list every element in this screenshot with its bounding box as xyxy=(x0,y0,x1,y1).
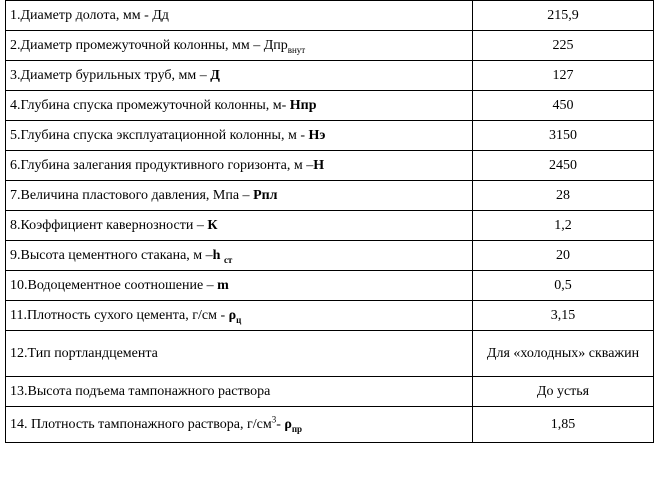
param-value: 28 xyxy=(473,181,654,211)
param-value: 0,5 xyxy=(473,271,654,301)
parameters-table xyxy=(5,0,654,443)
param-label-text: 6.Глубина залегания продуктивного горизонта, м – xyxy=(10,157,314,173)
param-label-text: 3.Диаметр бурильных труб, мм – xyxy=(10,67,211,83)
table-row xyxy=(6,31,654,61)
param-value: Для «холодных» скважин xyxy=(473,331,654,377)
param-symbol: Д xyxy=(210,67,220,83)
table-row xyxy=(6,331,654,377)
param-value: 1,85 xyxy=(473,407,654,443)
param-label xyxy=(6,31,473,61)
param-value: 225 xyxy=(473,31,654,61)
param-label xyxy=(6,61,473,91)
param-label-text: 8.Коэффициент кавернозности – xyxy=(10,217,208,233)
param-label xyxy=(6,407,473,443)
param-value: До устья xyxy=(473,377,654,407)
param-value: 127 xyxy=(473,61,654,91)
param-symbol: ρ xyxy=(228,307,237,323)
param-label-text: 11.Плотность сухого цемента, г/см - xyxy=(10,307,229,323)
param-value: 20 xyxy=(473,241,654,271)
param-symbol: К xyxy=(207,217,218,233)
param-symbol: Нэ xyxy=(308,127,326,143)
table-row xyxy=(6,61,654,91)
param-symbol: h xyxy=(212,247,221,263)
table-row xyxy=(6,91,654,121)
param-symbol: m xyxy=(217,277,229,293)
param-label-subscript: ст xyxy=(223,254,233,265)
param-label-text: 12.Тип портландцемента xyxy=(10,345,158,361)
param-label-text: 5.Глубина спуска эксплуатационной колонны, м - xyxy=(10,127,309,143)
table-row xyxy=(6,211,654,241)
param-label xyxy=(6,241,473,271)
param-value: 2450 xyxy=(473,151,654,181)
table-row xyxy=(6,241,654,271)
param-label-subscript: внут xyxy=(287,44,306,55)
param-label-text: 2.Диаметр промежуточной колонны, мм – Дпр xyxy=(10,37,288,53)
param-label xyxy=(6,1,473,31)
param-label-text: 10.Водоцементное соотношение – xyxy=(10,277,218,293)
param-value: 3150 xyxy=(473,121,654,151)
param-label-text: 7.Величина пластового давления, Мпа – xyxy=(10,187,254,203)
table-row xyxy=(6,407,654,443)
param-value: 215,9 xyxy=(473,1,654,31)
param-label xyxy=(6,211,473,241)
param-symbol: Нпр xyxy=(289,97,317,113)
param-value: 1,2 xyxy=(473,211,654,241)
param-label xyxy=(6,301,473,331)
param-label xyxy=(6,377,473,407)
param-label xyxy=(6,331,473,377)
table-row xyxy=(6,1,654,31)
table-row xyxy=(6,377,654,407)
param-label-subscript: пр xyxy=(291,423,303,434)
param-symbol: ρ xyxy=(284,416,292,432)
param-value: 3,15 xyxy=(473,301,654,331)
param-label-text: 1.Диаметр долота, мм - Дд xyxy=(10,7,169,23)
param-label xyxy=(6,91,473,121)
param-label-text: 13.Высота подъема тампонажного раствора xyxy=(10,383,271,399)
table-row xyxy=(6,301,654,331)
param-symbol: Рпл xyxy=(253,187,278,203)
table-row xyxy=(6,271,654,301)
table-row xyxy=(6,151,654,181)
param-label-text: 14. Плотность тампонажного раствора, г/см xyxy=(10,416,272,432)
param-label-superscript: 3 xyxy=(271,413,277,424)
param-label xyxy=(6,271,473,301)
param-value: 450 xyxy=(473,91,654,121)
param-label-text: - xyxy=(276,416,285,432)
param-label-text: 4.Глубина спуска промежуточной колонны, м- xyxy=(10,97,290,113)
param-label xyxy=(6,151,473,181)
param-label xyxy=(6,181,473,211)
table-row xyxy=(6,121,654,151)
param-symbol: Н xyxy=(313,157,325,173)
table-row xyxy=(6,181,654,211)
param-label-subscript: ц xyxy=(236,314,242,325)
param-label-text: 9.Высота цементного стакана, м – xyxy=(10,247,213,263)
param-label xyxy=(6,121,473,151)
